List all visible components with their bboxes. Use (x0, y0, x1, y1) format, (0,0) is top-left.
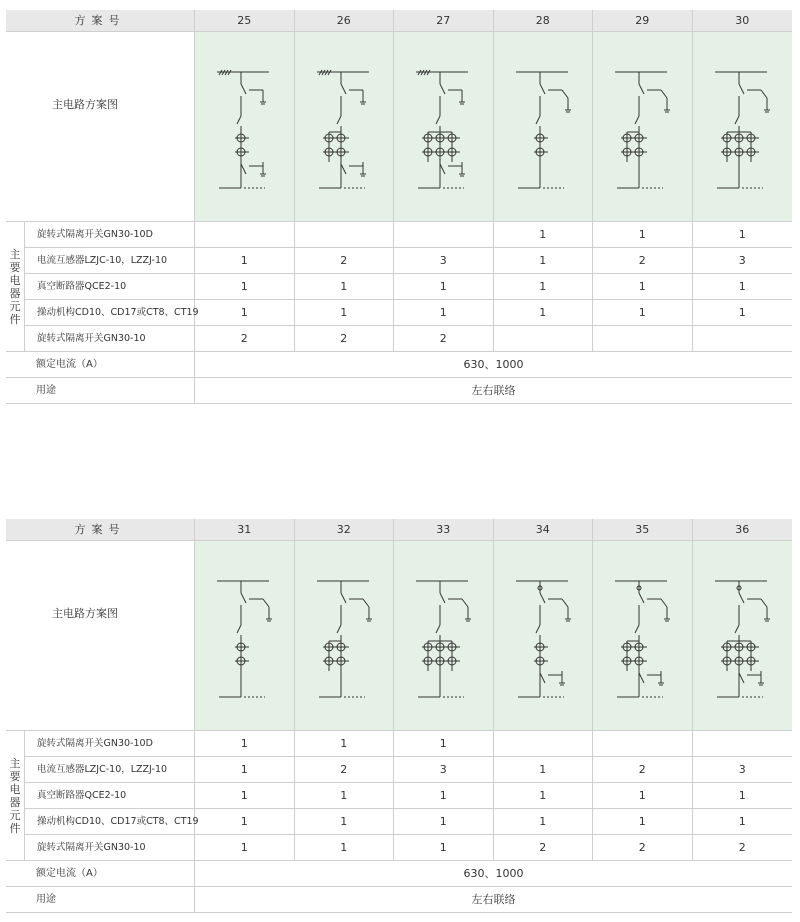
component-quantity: 1 (195, 757, 295, 782)
component-quantity: 1 (295, 783, 395, 808)
scheme-number: 32 (295, 519, 395, 540)
component-quantity: 1 (195, 835, 295, 860)
component-quantity: 1 (738, 280, 746, 293)
diagram-label: 主电路方案图 (6, 541, 195, 730)
component-quantity: 2 (494, 835, 594, 860)
component-name: 操动机构CD10、CD17或CT8、CT19 (24, 809, 195, 834)
usage-value: 左右联络 (471, 893, 516, 906)
component-quantity: 2 (593, 248, 693, 273)
component-quantity (394, 222, 494, 247)
component-quantity: 1 (494, 300, 594, 325)
component-quantity: 1 (494, 757, 594, 782)
component-quantity: 1 (593, 300, 693, 325)
component-quantity (693, 731, 793, 756)
circuit-diagram (494, 541, 594, 730)
component-quantity: 1 (195, 274, 295, 299)
component-quantity (195, 222, 295, 247)
component-quantity (295, 222, 395, 247)
component-quantity: 2 (195, 326, 295, 351)
component-quantity: 1 (394, 809, 494, 834)
scheme-number: 33 (394, 519, 494, 540)
component-quantity: 1 (593, 274, 693, 299)
diagram-row (6, 541, 792, 731)
component-quantity: 1 (195, 731, 295, 756)
rated-current-label: 额定电流（A） (6, 352, 195, 377)
component-quantity: 2 (394, 326, 494, 351)
rated-current-row (6, 861, 792, 887)
scheme-number: 31 (195, 519, 295, 540)
component-name: 真空断路器QCE2-10 (24, 783, 195, 808)
components-side-label: 主 要 电 器 元 件 (6, 222, 24, 352)
components-section (6, 222, 792, 352)
rated-current-value: 630、1000 (463, 358, 524, 371)
component-quantity: 1 (593, 809, 693, 834)
scheme-table-2 (6, 519, 792, 913)
scheme-number: 29 (593, 10, 693, 31)
component-quantity: 1 (494, 274, 594, 299)
diagram-row (6, 32, 792, 222)
usage-row (6, 378, 792, 404)
component-quantity (593, 326, 693, 351)
circuit-diagram (693, 32, 793, 221)
component-name: 旋转式隔离开关GN30-10D (24, 731, 195, 756)
component-quantity: 3 (394, 248, 494, 273)
circuit-diagram (394, 541, 494, 730)
circuit-diagram (195, 32, 295, 221)
rated-current-label: 额定电流（A） (6, 861, 195, 886)
component-row (24, 222, 792, 248)
component-quantity: 1 (738, 228, 746, 241)
component-quantity (494, 731, 594, 756)
component-quantity: 1 (394, 731, 494, 756)
component-quantity: 1 (394, 835, 494, 860)
component-rows (24, 731, 792, 861)
component-quantity: 1 (738, 306, 746, 319)
component-row (24, 248, 792, 274)
circuit-diagram (394, 32, 494, 221)
scheme-number: 36 (735, 523, 750, 536)
scheme-number: 25 (195, 10, 295, 31)
circuit-diagram (693, 541, 793, 730)
scheme-number: 34 (494, 519, 594, 540)
component-quantity: 1 (494, 222, 594, 247)
scheme-number: 30 (735, 14, 750, 27)
component-quantity: 1 (195, 248, 295, 273)
component-quantity: 3 (738, 254, 746, 267)
component-quantity: 2 (295, 757, 395, 782)
component-name: 电流互感器LZJC-10，LZZJ-10 (24, 757, 195, 782)
scheme-number: 35 (593, 519, 693, 540)
components-section (6, 731, 792, 861)
component-row (24, 835, 792, 861)
component-quantity: 1 (295, 835, 395, 860)
components-side-label: 主 要 电 器 元 件 (6, 731, 24, 861)
component-quantity: 2 (593, 757, 693, 782)
component-quantity: 1 (494, 248, 594, 273)
component-row (24, 274, 792, 300)
component-row (24, 809, 792, 835)
component-name: 旋转式隔离开关GN30-10D (24, 222, 195, 247)
component-quantity: 1 (295, 731, 395, 756)
header-row (6, 10, 792, 32)
component-row (24, 300, 792, 326)
circuit-diagram (295, 32, 395, 221)
component-quantity: 1 (295, 809, 395, 834)
component-row (24, 757, 792, 783)
scheme-table-1 (6, 10, 792, 404)
component-quantity: 2 (295, 326, 395, 351)
component-quantity: 2 (593, 835, 693, 860)
component-name: 旋转式隔离开关GN30-10 (24, 835, 195, 860)
component-quantity (494, 326, 594, 351)
component-quantity: 3 (394, 757, 494, 782)
component-quantity: 1 (593, 222, 693, 247)
circuit-diagram (295, 541, 395, 730)
usage-row (6, 887, 792, 913)
rated-current-value: 630、1000 (463, 867, 524, 880)
component-quantity: 1 (394, 300, 494, 325)
scheme-number-label: 方案号 (6, 519, 195, 540)
component-quantity: 1 (394, 274, 494, 299)
component-name: 电流互感器LZJC-10，LZZJ-10 (24, 248, 195, 273)
component-quantity: 1 (494, 783, 594, 808)
component-name: 操动机构CD10、CD17或CT8、CT19 (24, 300, 195, 325)
rated-current-row (6, 352, 792, 378)
component-quantity: 2 (738, 841, 746, 854)
component-quantity: 3 (738, 763, 746, 776)
circuit-diagram (195, 541, 295, 730)
circuit-diagram (494, 32, 594, 221)
header-row (6, 519, 792, 541)
component-quantity: 1 (295, 300, 395, 325)
component-quantity: 1 (738, 789, 746, 802)
usage-label: 用途 (6, 887, 195, 912)
scheme-number-label: 方案号 (6, 10, 195, 31)
scheme-number: 26 (295, 10, 395, 31)
component-quantity: 1 (195, 300, 295, 325)
component-quantity: 1 (593, 783, 693, 808)
component-quantity: 1 (494, 809, 594, 834)
circuit-diagram (593, 541, 693, 730)
component-rows (24, 222, 792, 352)
component-quantity: 1 (738, 815, 746, 828)
usage-value: 左右联络 (471, 384, 516, 397)
component-quantity: 2 (295, 248, 395, 273)
circuit-diagram (593, 32, 693, 221)
scheme-number: 27 (394, 10, 494, 31)
scheme-number: 28 (494, 10, 594, 31)
component-quantity: 1 (195, 783, 295, 808)
component-row (24, 326, 792, 352)
component-quantity: 1 (295, 274, 395, 299)
component-quantity: 1 (394, 783, 494, 808)
usage-label: 用途 (6, 378, 195, 403)
component-quantity (593, 731, 693, 756)
component-row (24, 783, 792, 809)
component-quantity: 1 (195, 809, 295, 834)
component-name: 旋转式隔离开关GN30-10 (24, 326, 195, 351)
component-name: 真空断路器QCE2-10 (24, 274, 195, 299)
component-quantity (693, 326, 793, 351)
diagram-label: 主电路方案图 (6, 32, 195, 221)
component-row (24, 731, 792, 757)
